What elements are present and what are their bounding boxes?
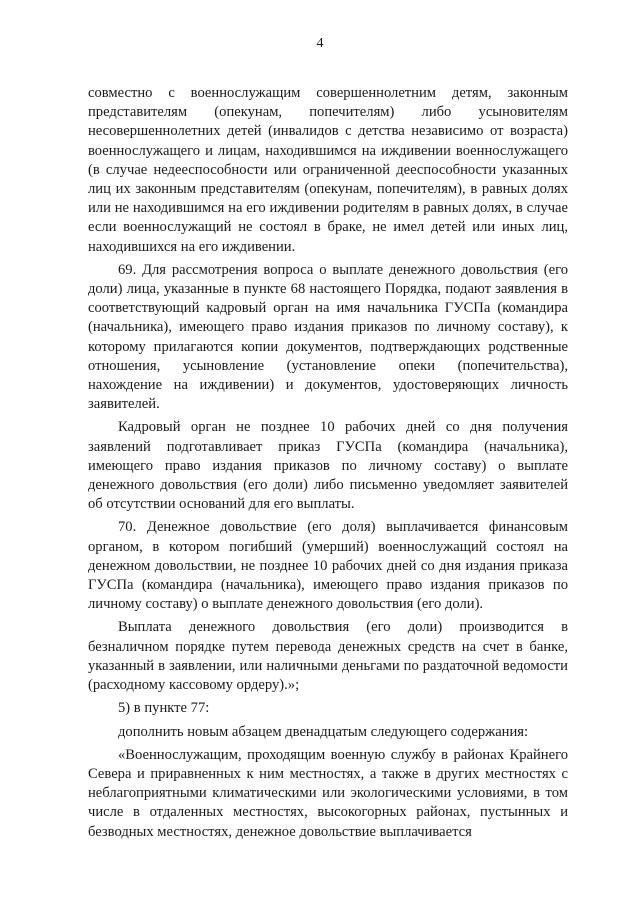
paragraph-continuation: совместно с военнослужащим совершеннолетним детям, законным представителям (опекунам, попечителям) либо усыновителям несовершеннолетних детей (инвалидов с детства независимо от возраста) военнослужащего и лицам, находившимся на иждивении военнослужащего (в случае недееспособности или ограниченной дееспособности указанных лиц их законным представителям (опекунам, попечителям), в равных долях или не находившимся на его иждивении родителям в равных долях, в случае если военнослужащий не состоял в браке, не имел детей или иных лиц, находившихся на его иждивении. <box>88 85 568 255</box>
paragraph-item-70: 70. Денежное довольствие (его доля) выплачивается финансовым органом, в котором погибший (умерший) военнослужащий состоял на денежном довольствии, не позднее 10 рабочих дней со дня издания приказа ГУСПа (командира (начальника), имеющего право издания приказов по личному составу) о выплате денежного довольствия (его доли). <box>88 519 568 613</box>
paragraph-item-69: 69. Для рассмотрения вопроса о выплате денежного довольствия (его доли) лица, указанные в пункте 68 настоящего Порядка, подают заявления в соответствующий кадровый орган на имя начальника ГУСПа (командира (начальника), имеющего право издания приказов по личному составу), к которому прилагаются копии документов, подтверждающих родственные отношения, усыновление (установление опеки (попечительства), нахождение на иждивении) и документов, удостоверяющих личность заявителей. <box>88 261 568 413</box>
paragraph-payment-method: Выплата денежного довольствия (его доли) производится в безналичном порядке путем перевода денежных средств на счет в банке, указанный в заявлении, или наличными деньгами по раздаточной ведомости (расходному кассовому ордеру).»; <box>88 619 568 694</box>
paragraph-amend-instruction: дополнить новым абзацем двенадцатым следующего содержания: <box>118 723 529 740</box>
paragraph-personnel-body: Кадровый орган не позднее 10 рабочих дней со дня получения заявлений подготавливает приказ ГУСПа (командира (начальника), имеющего право издания приказов по личному составу) о выплате денежного довольствия (его доли) либо письменно уведомляет заявителей об отсутствии оснований для его выплаты. <box>88 419 568 513</box>
page-number: 4 <box>316 36 324 51</box>
paragraph-new-text: «Военнослужащим, проходящим военную службу в районах Крайнего Севера и приравненных к ним местностях, а также в других местностях с неблагоприятными климатическими или экологическими условиями, в том числе в отдаленных местностях, высокогорных районах, пустынных и безводных местностях, денежное довольствие выплачивается <box>88 746 568 840</box>
document-body <box>88 84 568 846</box>
paragraph-subitem-5: 5) в пункте 77: <box>118 700 210 717</box>
